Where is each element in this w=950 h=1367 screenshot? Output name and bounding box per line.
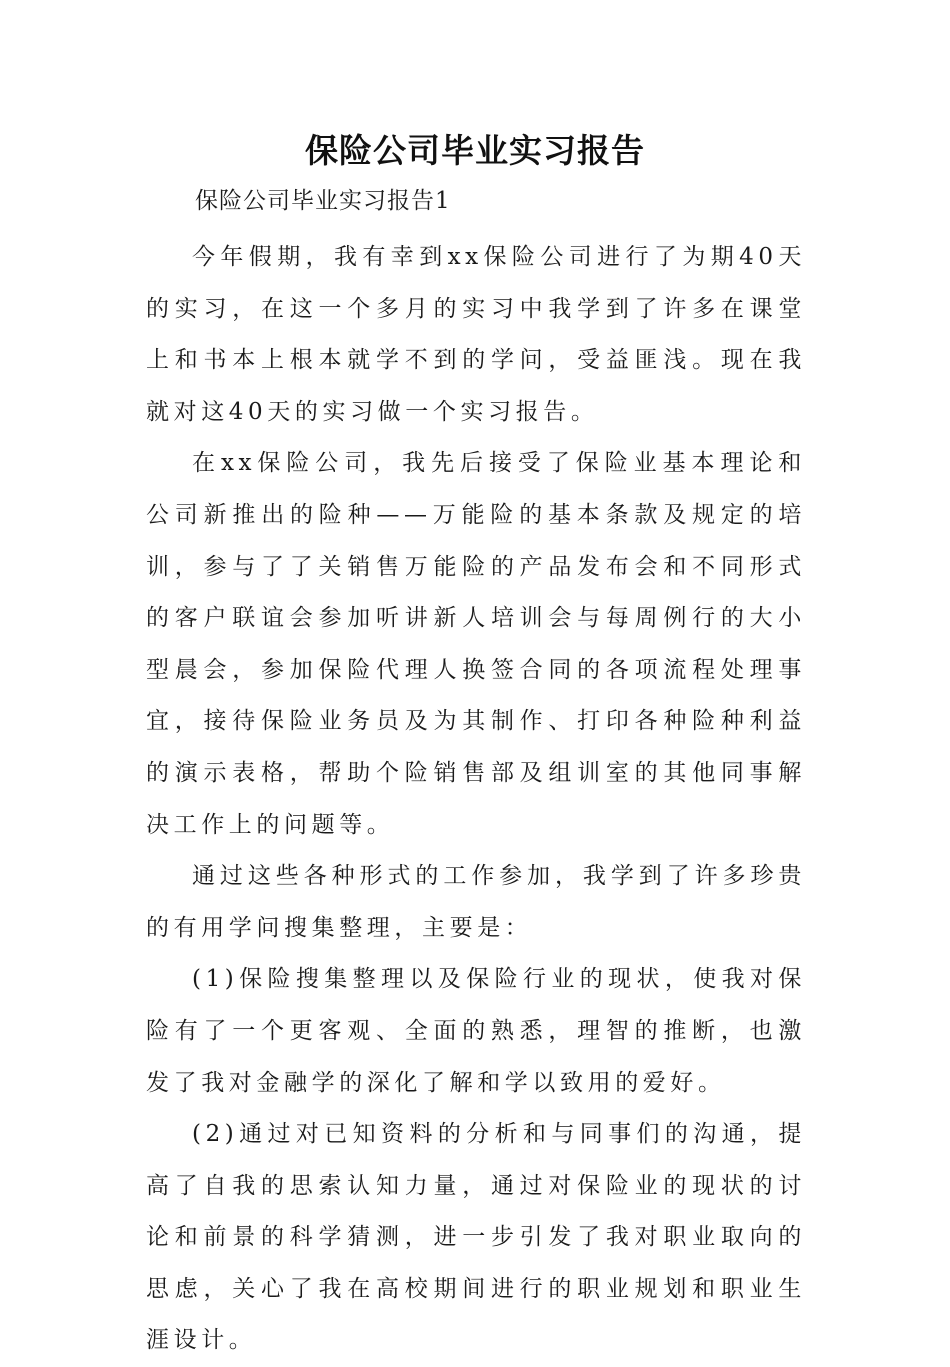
paragraph: 通过这些各种形式的工作参加，我学到了许多珍贵的有用学问搜集整理，主要是： <box>146 863 806 941</box>
document-title: 保险公司毕业实习报告 <box>305 131 645 170</box>
document-subtitle: 保险公司毕业实习报告1 <box>195 188 451 214</box>
document-body <box>146 232 806 1367</box>
paragraph: (1)保险搜集整理以及保险行业的现状，使我对保险有了一个更客观、全面的熟悉，理智的推断，也激发了我对金融学的深化了解和学以致用的爱好。 <box>146 966 806 1096</box>
paragraph: 今年假期，我有幸到xx保险公司进行了为期40天的实习，在这一个多月的实习中我学到了许多在课堂上和书本上根本就学不到的学问，受益匪浅。现在我就对这40天的实习做一个实习报告。 <box>146 244 806 425</box>
paragraph: 在xx保险公司，我先后接受了保险业基本理论和公司新推出的险种——万能险的基本条款及规定的培训，参与了了关销售万能险的产品发布会和不同形式的客户联谊会参加听讲新人培训会与每周例行的大小型晨会，参加保险代理人换签合同的各项流程处理事宜，接待保险业务员及为其制作、打印各种险种利益的演示表格，帮助个险销售部及组训室的其他同事解决工作上的问题等。 <box>146 450 806 838</box>
paragraph: (2)通过对已知资料的分析和与同事们的沟通，提高了自我的思索认知力量，通过对保险业的现状的讨论和前景的科学猜测，进一步引发了我对职业取向的思虑，关心了我在高校期间进行的职业规划和职业生涯设计。 <box>146 1121 806 1354</box>
